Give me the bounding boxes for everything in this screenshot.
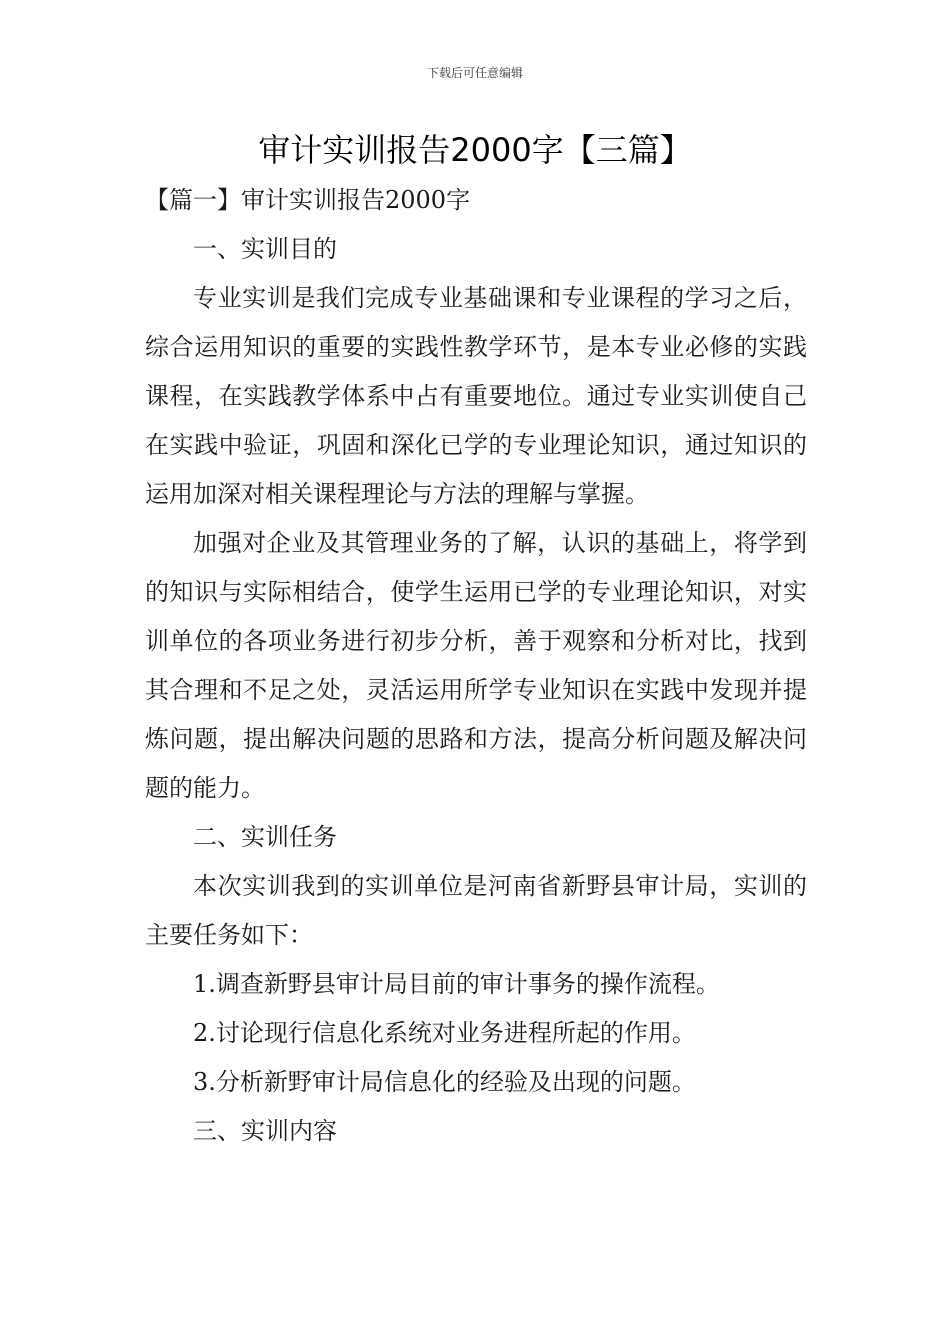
paragraph-objectives-1: 专业实训是我们完成专业基础课和专业课程的学习之后，综合运用知识的重要的实践性教学环节，是本专业必修的实践课程，在实践教学体系中占有重要地位。通过专业实训使自己在实践中验证，巩固和深化已学的专业理论知识，通过知识的运用加深对相关课程理论与方法的理解与掌握。	[145, 284, 807, 508]
task-item-2: 2.讨论现行信息化系统对业务进程所起的作用。	[193, 1019, 696, 1047]
part-heading: 【篇一】审计实训报告2000字	[145, 186, 471, 214]
paragraph-tasks-intro: 本次实训我到的实训单位是河南省新野县审计局，实训的主要任务如下：	[145, 872, 807, 949]
section-heading-objectives: 一、实训目的	[193, 235, 337, 263]
task-item-1: 1.调查新野县审计局目前的审计事务的操作流程。	[193, 970, 720, 998]
paragraph-objectives-2: 加强对企业及其管理业务的了解，认识的基础上，将学到的知识与实际相结合，使学生运用已学的专业理论知识，对实训单位的各项业务进行初步分析，善于观察和分析对比，找到其合理和不足之处，灵活运用所学专业知识在实践中发现并提炼问题，提出解决问题的思路和方法，提高分析问题及解决问题的能力。	[145, 529, 807, 802]
document-title: 审计实训报告2000字【三篇】	[258, 131, 692, 169]
document-body	[145, 176, 807, 1156]
task-item-3: 3.分析新野审计局信息化的经验及出现的问题。	[193, 1068, 696, 1096]
section-heading-tasks: 二、实训任务	[193, 823, 337, 851]
section-heading-content: 三、实训内容	[193, 1117, 337, 1145]
page-header-note: 下载后可任意编辑	[426, 66, 523, 80]
